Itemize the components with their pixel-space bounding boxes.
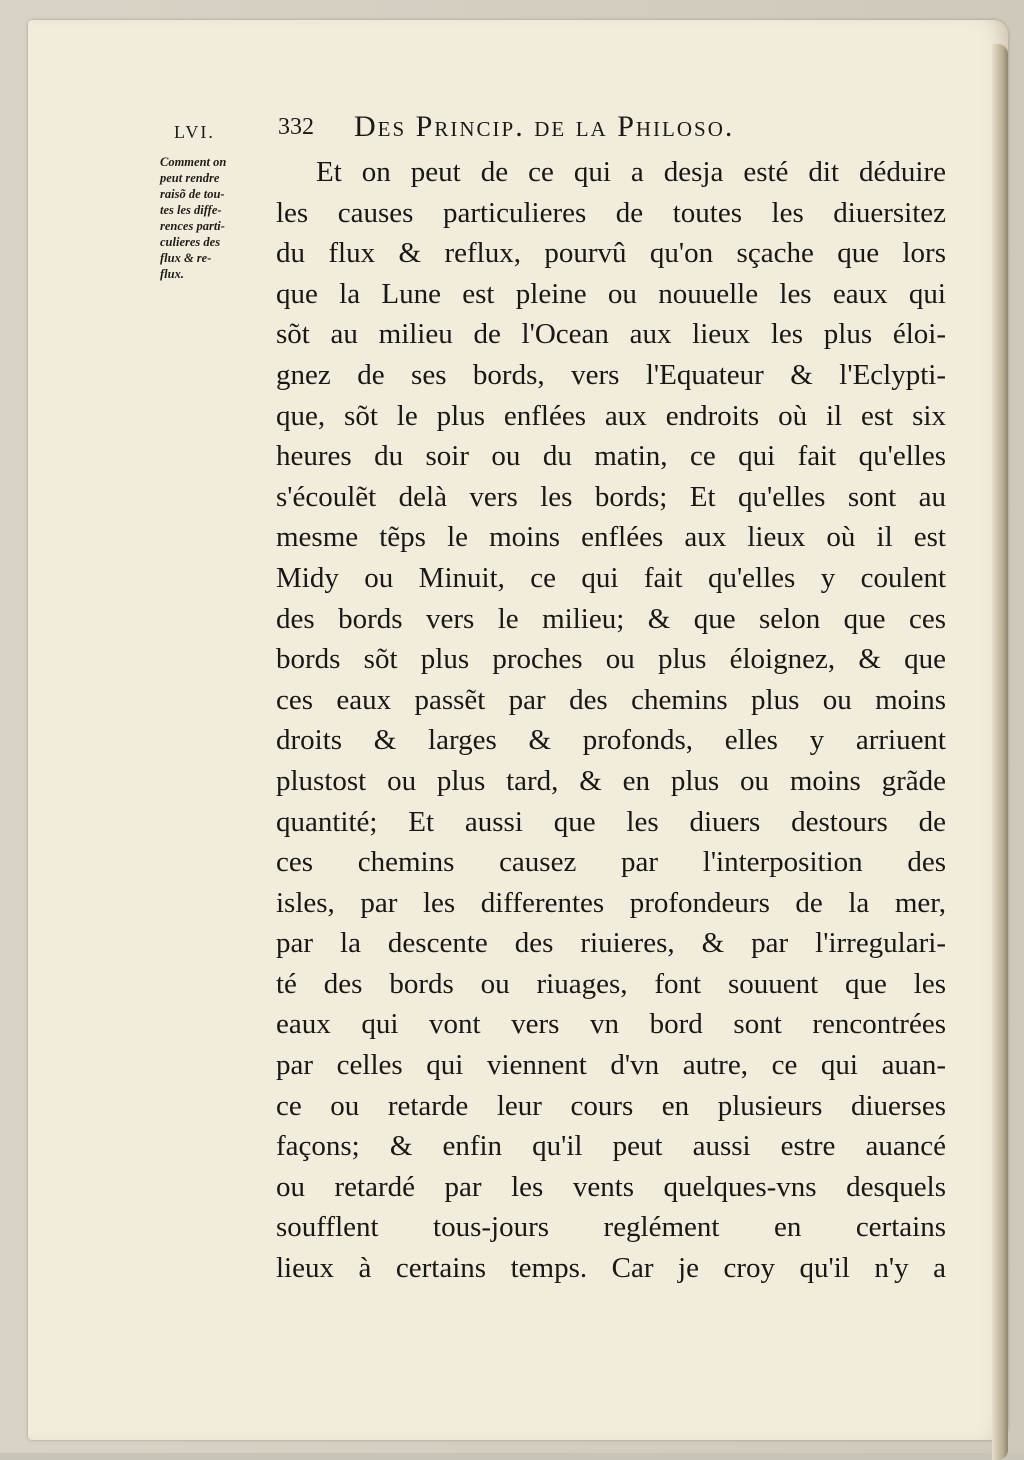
- text-line: des bords vers le milieu; & que selon que ces: [276, 602, 946, 635]
- text-line: du flux & reflux, pourvû qu'on sçache que lors: [276, 237, 946, 270]
- text-line: ce ou retarde leur cours en plusieurs diuerses: [276, 1089, 946, 1122]
- body-text: [276, 152, 946, 1289]
- text-line: soufflent tous-jours reglément en certains: [276, 1211, 946, 1244]
- text-line: que, sõt le plus enflées aux endroits où il est six: [276, 399, 946, 432]
- text-line: heures du soir ou du matin, ce qui fait qu'elles: [276, 440, 946, 473]
- text-line: plustost ou plus tard, & en plus ou moins grãde: [276, 764, 946, 797]
- text-line: les causes particulieres de toutes les diuersitez: [276, 196, 946, 229]
- margin-note-line: tes les diffe-: [160, 203, 222, 217]
- text-line: droits & larges & profonds, elles y arriuent: [276, 724, 946, 757]
- text-line: par celles qui viennent d'vn autre, ce qui auan-: [276, 1049, 946, 1082]
- text-line: ou retardé par les vents quelques-vns desquels: [276, 1170, 946, 1203]
- text-line: lieux à certains temps. Car je croy qu'il n'y a: [276, 1252, 946, 1285]
- margin-note-line: rences parti-: [160, 219, 225, 233]
- text-line: bords sõt plus proches ou plus éloignez, & que: [276, 643, 946, 676]
- text-line: ces eaux passẽt par des chemins plus ou moins: [276, 683, 946, 716]
- text-line: façons; & enfin qu'il peut aussi estre auancé: [276, 1130, 946, 1163]
- text-line: s'écoulẽt delà vers les bords; Et qu'elles sont au: [276, 480, 946, 513]
- margin-note-line: flux.: [160, 267, 184, 281]
- text-line: gnez de ses bords, vers l'Equateur & l'Eclypti-: [276, 358, 946, 391]
- margin-note: [160, 154, 268, 282]
- running-title: Des Princip. de la Philoso.: [354, 110, 735, 143]
- text-line: isles, par les differentes profondeurs de la mer,: [276, 886, 946, 919]
- text-line: que la Lune est pleine ou nouuelle les eaux qui: [276, 277, 946, 310]
- margin-note-line: flux & re-: [160, 251, 212, 265]
- margin-note-line: raisõ de tou-: [160, 187, 225, 201]
- text-line: par la descente des riuieres, & par l'irregulari-: [276, 927, 946, 960]
- text-line: Midy ou Minuit, ce qui fait qu'elles y coulent: [276, 561, 946, 594]
- text-line: quantité; Et aussi que les diuers destours de: [276, 805, 946, 838]
- margin-note-line: culieres des: [160, 235, 221, 249]
- running-head: [168, 110, 938, 150]
- text-line: sõt au milieu de l'Ocean aux lieux les plus éloi-: [276, 318, 946, 351]
- text-line: Et on peut de ce qui a desja esté dit déduire: [316, 156, 946, 188]
- text-line: té des bords ou riuages, font souuent que les: [276, 967, 946, 1000]
- page-number: 332: [278, 114, 314, 140]
- page-edge: [992, 44, 1008, 1460]
- margin-article-number: LVI.: [174, 122, 215, 142]
- text-line: eaux qui vont vers vn bord sont rencontrées: [276, 1008, 946, 1041]
- text-line: ces chemins causez par l'interposition des: [276, 846, 946, 879]
- margin-note-line: peut rendre: [160, 171, 220, 185]
- margin-note-line: Comment on: [160, 155, 227, 169]
- text-line: mesme tẽps le moins enflées aux lieux où il est: [276, 521, 946, 554]
